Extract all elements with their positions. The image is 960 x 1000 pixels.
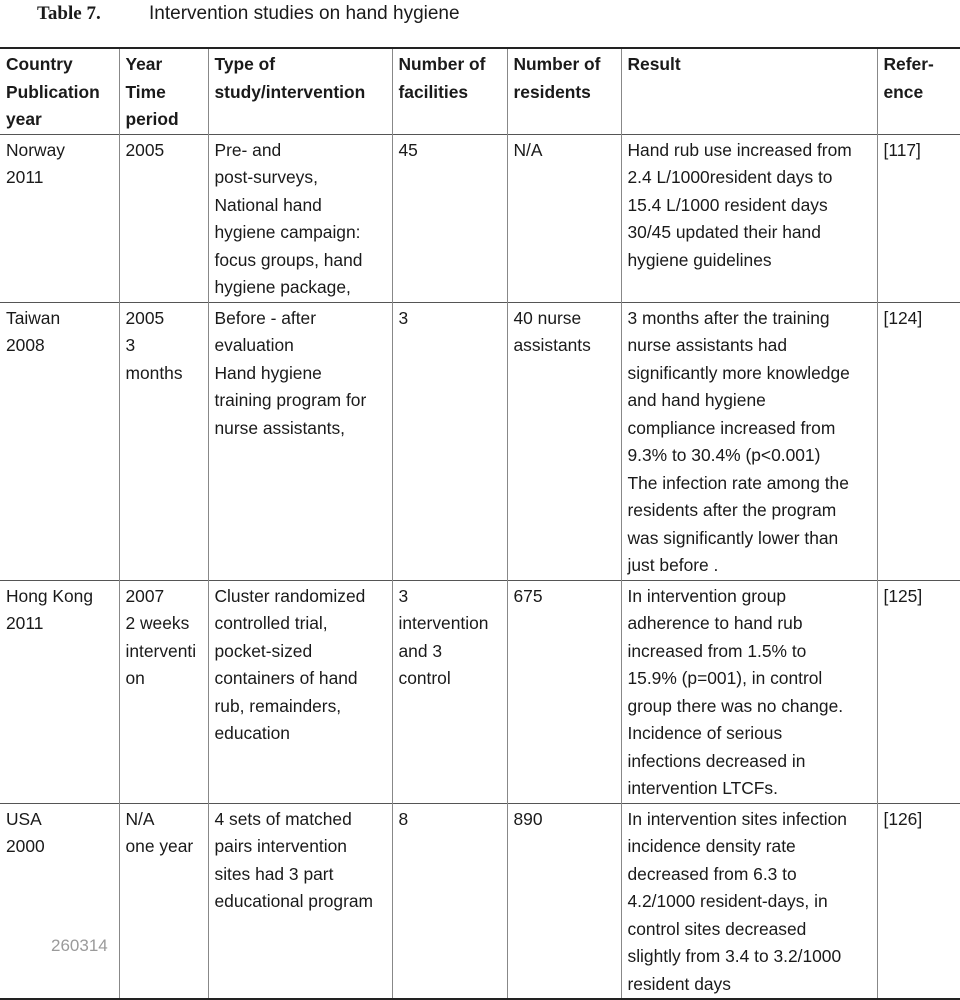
cell-line: intervention	[398, 613, 489, 633]
cell-country	[0, 803, 119, 999]
cell-line: interventi	[125, 640, 197, 661]
cell-line: 3 months after the training	[627, 307, 830, 328]
column-header-line: residents	[513, 81, 591, 102]
cell-facilities	[392, 302, 507, 580]
cell-country	[0, 134, 119, 302]
table-row	[0, 302, 960, 580]
cell-result	[621, 134, 877, 302]
column-header-year	[119, 48, 208, 134]
cell-line: 45	[398, 139, 418, 160]
cell-line: was significantly lower than	[627, 527, 839, 548]
cell-line: 3	[398, 585, 409, 606]
cell-line: 30/45 updated their hand	[627, 222, 821, 242]
cell-line: In intervention group	[627, 585, 787, 606]
cell-line: Hong Kong	[6, 585, 94, 606]
cell-residents	[507, 580, 621, 803]
cell-line: compliance increased from	[627, 417, 836, 438]
cell-line: 2 weeks	[125, 613, 190, 633]
column-header-result	[621, 48, 877, 134]
cell-line: Hand rub use increased from	[627, 139, 852, 160]
cell-line: decreased from 6.3 to	[627, 863, 797, 884]
cell-line: intervention LTCFs.	[627, 778, 778, 798]
cell-line: pairs intervention	[214, 836, 347, 856]
cell-year	[119, 134, 208, 302]
cell-line: 2.4 L/1000resident days to	[627, 167, 833, 187]
cell-line: education	[214, 723, 290, 743]
cell-result	[621, 580, 877, 803]
cell-line: 15.4 L/1000 resident days	[627, 194, 828, 215]
cell-line: 3	[398, 307, 409, 328]
column-header-residents	[507, 48, 621, 134]
cell-residents	[507, 134, 621, 302]
cell-line: 8	[398, 808, 409, 829]
cell-line: Incidence of serious	[627, 723, 783, 743]
cell-line: residents after the program	[627, 500, 837, 520]
cell-type	[208, 580, 392, 803]
column-header-line: facilities	[398, 81, 469, 102]
cell-line: 9.3% to 30.4% (p<0.001)	[627, 445, 821, 465]
cell-line: containers of hand	[214, 668, 358, 688]
cell-facilities	[392, 134, 507, 302]
table-row	[0, 803, 960, 999]
cell-line: months	[125, 362, 183, 383]
cell-line: nurse assistants had	[627, 335, 788, 355]
cell-line: 40 nurse	[513, 307, 582, 328]
column-header-line: study/intervention	[214, 81, 366, 102]
cell-year	[119, 803, 208, 999]
cell-line: 2005	[125, 307, 165, 328]
cell-reference	[877, 302, 960, 580]
cell-line: resident days	[627, 973, 731, 994]
cell-line: 675	[513, 585, 543, 606]
cell-line: evaluation	[214, 335, 294, 355]
cell-line: increased from 1.5% to	[627, 640, 807, 661]
table-number: Table 7.	[37, 3, 101, 24]
cell-line: pocket-sized	[214, 640, 313, 661]
cell-line: N/A	[125, 808, 155, 829]
cell-line: slightly from 3.4 to 3.2/1000	[627, 946, 842, 966]
cell-line: infections decreased in	[627, 750, 806, 771]
cell-country	[0, 302, 119, 580]
cell-line: training program for	[214, 390, 367, 410]
cell-year	[119, 580, 208, 803]
cell-line: Norway	[6, 139, 65, 160]
cell-line: focus groups, hand	[214, 249, 363, 270]
cell-line: incidence density rate	[627, 836, 796, 856]
cell-line: nurse assistants,	[214, 417, 345, 438]
cell-line: post-surveys,	[214, 167, 318, 187]
cell-reference	[877, 580, 960, 803]
cell-line: 2000	[6, 836, 45, 856]
cell-result	[621, 803, 877, 999]
cell-line: 2011	[6, 167, 44, 187]
cell-line: 2007	[125, 585, 165, 606]
cell-line: 4.2/1000 resident-days, in	[627, 891, 828, 911]
table-row	[0, 580, 960, 803]
cell-line: Cluster randomized	[214, 585, 366, 606]
column-header-line: Country	[6, 54, 73, 74]
cell-line: 2005	[125, 139, 165, 160]
cell-facilities	[392, 580, 507, 803]
cell-reference	[877, 803, 960, 999]
cell-line: and hand hygiene	[627, 390, 766, 410]
cell-line: on	[125, 668, 145, 688]
cell-line: educational program	[214, 891, 374, 911]
cell-line: sites had 3 part	[214, 863, 334, 884]
cell-line: Taiwan	[6, 307, 61, 328]
cell-result	[621, 302, 877, 580]
cell-line: [124]	[883, 307, 923, 328]
cell-type	[208, 803, 392, 999]
cell-line: Hand hygiene	[214, 362, 322, 383]
column-header-line: Type of	[214, 54, 276, 74]
cell-line: control	[398, 668, 451, 688]
cell-line: adherence to hand rub	[627, 613, 803, 633]
table-header-row	[0, 48, 960, 134]
cell-line: 15.9% (p=001), in control	[627, 668, 823, 688]
cell-line: N/A	[513, 139, 543, 160]
column-header-type	[208, 48, 392, 134]
cell-line: one year	[125, 836, 194, 856]
cell-line: hygiene package,	[214, 277, 351, 297]
column-header-facilities	[392, 48, 507, 134]
cell-line: and 3	[398, 640, 443, 661]
cell-line: 890	[513, 808, 543, 829]
column-header-line: ence	[883, 81, 924, 102]
column-header-country	[0, 48, 119, 134]
page-watermark: 260314	[51, 936, 108, 955]
cell-line: The infection rate among the	[627, 472, 849, 493]
cell-country	[0, 580, 119, 803]
column-header-line: Number of	[513, 54, 601, 74]
cell-line: 2008	[6, 335, 45, 355]
cell-line: controlled trial,	[214, 613, 328, 633]
cell-reference	[877, 134, 960, 302]
cell-line: National hand	[214, 194, 322, 215]
cell-line: 4 sets of matched	[214, 808, 352, 829]
cell-line: [126]	[883, 808, 923, 829]
cell-line: 3	[125, 335, 136, 355]
cell-line: significantly more knowledge	[627, 362, 850, 383]
cell-line: hygiene guidelines	[627, 249, 772, 270]
column-header-line: period	[125, 109, 179, 129]
cell-line: USA	[6, 808, 42, 829]
cell-line: [117]	[883, 139, 921, 160]
column-header-reference	[877, 48, 960, 134]
cell-line: [125]	[883, 585, 923, 606]
cell-line: hygiene campaign:	[214, 222, 361, 242]
cell-type	[208, 302, 392, 580]
column-header-line: Time	[125, 81, 166, 102]
cell-facilities	[392, 803, 507, 999]
column-header-line: Number of	[398, 54, 486, 74]
cell-type	[208, 134, 392, 302]
column-header-line: year	[6, 109, 42, 129]
cell-line: 2011	[6, 613, 44, 633]
cell-line: assistants	[513, 335, 591, 355]
cell-residents	[507, 803, 621, 999]
cell-line: Before - after	[214, 307, 316, 328]
cell-line: control sites decreased	[627, 918, 807, 939]
cell-year	[119, 302, 208, 580]
column-header-line: Result	[627, 54, 681, 74]
column-header-line: Publication	[6, 81, 100, 102]
table-title: Intervention studies on hand hygiene	[149, 3, 460, 24]
cell-residents	[507, 302, 621, 580]
column-header-line: Refer-	[883, 54, 934, 74]
table-row	[0, 134, 960, 302]
cell-line: group there was no change.	[627, 695, 844, 716]
cell-line: just before .	[627, 555, 719, 575]
cell-line: In intervention sites infection	[627, 808, 847, 829]
intervention-table	[0, 47, 960, 1000]
cell-line: Pre- and	[214, 139, 282, 160]
cell-line: rub, remainders,	[214, 695, 342, 716]
column-header-line: Year	[125, 54, 163, 74]
